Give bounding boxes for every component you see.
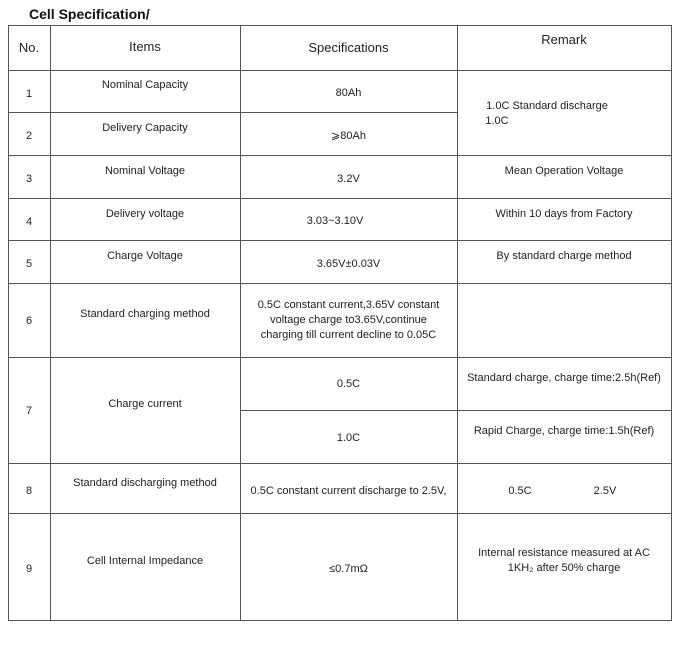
row-spec-line: 0.5C constant current,3.65V constant bbox=[257, 299, 440, 311]
row-remark: Standard charge, charge time:2.5h(Ref) bbox=[467, 372, 661, 384]
row-item: Delivery voltage bbox=[105, 208, 185, 220]
row-item: Charge current bbox=[108, 398, 182, 410]
row-item: Standard discharging method bbox=[73, 477, 217, 489]
row-divider bbox=[8, 283, 672, 284]
header-specifications: Specifications bbox=[308, 40, 389, 55]
header-no: No. bbox=[18, 40, 40, 55]
row-spec: 3.2V bbox=[337, 173, 360, 185]
row-remark: Within 10 days from Factory bbox=[495, 208, 633, 220]
row-item: Charge Voltage bbox=[107, 250, 183, 262]
row-divider bbox=[8, 112, 458, 113]
table-border-top bbox=[8, 25, 672, 26]
header-divider bbox=[8, 70, 672, 71]
row-item: Standard charging method bbox=[80, 308, 210, 320]
row-item: Nominal Capacity bbox=[101, 79, 189, 91]
row-no: 6 bbox=[25, 315, 33, 327]
table-border-right bbox=[671, 25, 672, 621]
header-items: Items bbox=[129, 39, 161, 54]
row-spec: ⩾80Ah bbox=[331, 130, 366, 142]
row-divider bbox=[8, 198, 672, 199]
row-remark: Mean Operation Voltage bbox=[504, 165, 624, 177]
row-divider bbox=[8, 513, 672, 514]
row-no: 9 bbox=[25, 563, 33, 575]
row-spec: 3.03~3.10V bbox=[306, 215, 364, 227]
subrow-divider bbox=[240, 410, 672, 411]
row-spec: 0.5C bbox=[336, 378, 361, 390]
row-divider bbox=[8, 357, 672, 358]
row-divider bbox=[8, 463, 672, 464]
row-remark: Rapid Charge, charge time:1.5h(Ref) bbox=[473, 425, 655, 437]
remark-merged: 1.0C Standard discharge bbox=[486, 100, 608, 112]
row-no: 4 bbox=[25, 216, 33, 228]
row-spec: 0.5C constant current discharge to 2.5V, bbox=[250, 485, 447, 497]
row-no: 7 bbox=[25, 405, 33, 417]
row-no: 1 bbox=[25, 88, 33, 100]
remark-merged-line2: 1.0C bbox=[485, 115, 509, 127]
header-remark: Remark bbox=[541, 32, 587, 47]
row-spec-line: voltage charge to3.65V,continue bbox=[270, 314, 427, 326]
row-no: 5 bbox=[25, 258, 33, 270]
row-spec: ≤0.7mΩ bbox=[329, 563, 368, 575]
row-no: 2 bbox=[25, 130, 33, 142]
row-spec: 3.65V±0.03V bbox=[316, 258, 381, 270]
row-item: Cell Internal Impedance bbox=[86, 555, 204, 567]
row-spec-line: charging till current decline to 0.05C bbox=[260, 329, 437, 341]
table-border-bottom bbox=[8, 620, 672, 621]
row-no: 8 bbox=[25, 485, 33, 497]
row-divider bbox=[8, 240, 672, 241]
row-divider bbox=[8, 155, 672, 156]
row-item: Delivery Capacity bbox=[102, 122, 188, 134]
row-spec: 1.0C bbox=[336, 432, 361, 444]
col-divider bbox=[50, 25, 51, 621]
row-remark-current: 0.5C bbox=[508, 485, 532, 497]
row-remark-voltage: 2.5V bbox=[593, 485, 617, 497]
row-item: Nominal Voltage bbox=[104, 165, 186, 177]
row-no: 3 bbox=[25, 173, 33, 185]
page-title: Cell Specification/ bbox=[29, 6, 150, 22]
row-remark-line: 1KH₂ after 50% charge bbox=[507, 562, 621, 574]
row-remark-line: Internal resistance measured at AC bbox=[478, 547, 650, 559]
row-remark: By standard charge method bbox=[496, 250, 632, 262]
row-spec: 80Ah bbox=[335, 87, 362, 99]
